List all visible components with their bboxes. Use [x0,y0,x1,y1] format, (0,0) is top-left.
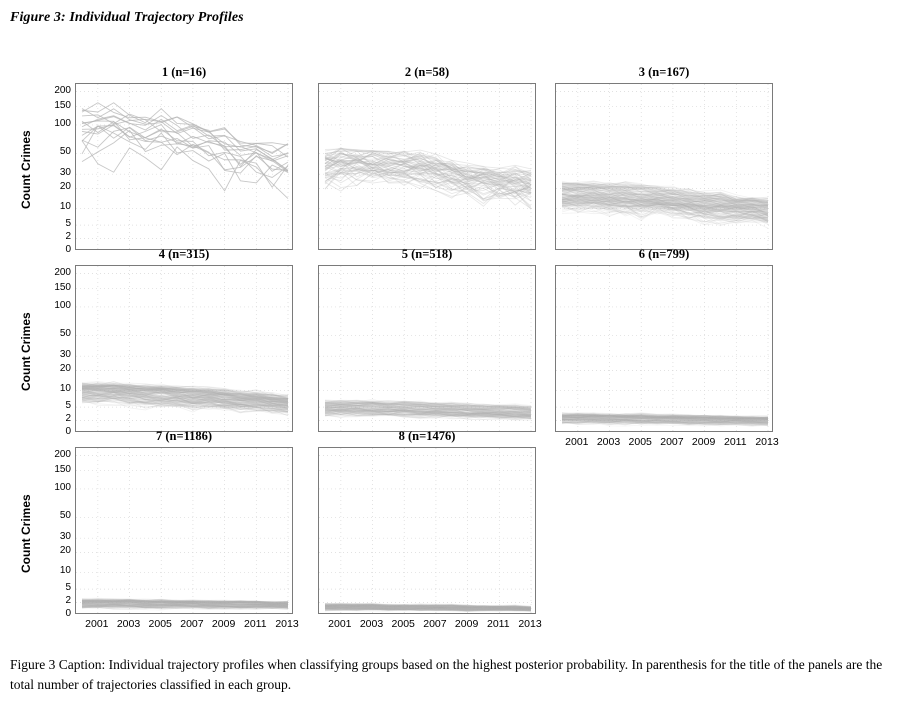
y-axis-tick-label: 0 [65,426,71,437]
plot-area [318,447,536,614]
x-axis-tick-label: 2005 [628,436,652,448]
figure-caption: Figure 3 Caption: Individual trajectory profiles when classifying groups based on the highest posterior probability. In parenthesis for the title of the panels are the total number of trajectories classified in each group. [10,657,883,692]
x-axis-tick-label: 2013 [755,436,779,448]
y-axis-label: Count Crimes [19,129,33,209]
panel-title: 2 (n=58) [404,65,450,79]
chart-panel-4 [19,247,293,458]
y-axis-tick-label: 50 [59,146,71,158]
x-axis-tick-label: 2009 [691,436,716,448]
y-axis-tick-label: 10 [59,383,71,395]
x-axis-tick-label: 2001 [565,436,589,448]
x-axis-tick-label: 2009 [454,618,479,630]
x-axis-tick-label: 2011 [244,618,267,630]
plot-area [318,83,536,250]
trajectory-lines [319,84,536,250]
y-axis-tick-label: 150 [54,99,71,111]
chart-panel-7 [19,429,299,640]
x-axis-tick-label: 2001 [328,618,352,630]
plot-area [75,83,293,250]
y-axis-label: Count Crimes [19,493,33,573]
trajectory-lines [76,84,293,250]
x-axis-tick-label: 2005 [148,618,172,630]
trajectory-lines [556,84,773,250]
y-axis-tick-label: 2 [65,595,71,607]
x-axis-tick-label: 2003 [359,618,384,630]
y-axis-tick-label: 5 [65,582,71,594]
chart-panel-3 [555,65,773,276]
y-axis-tick-label: 2 [65,413,71,425]
y-axis-tick-label: 50 [59,510,71,522]
x-axis-tick-label: 2007 [423,618,447,630]
panel-title: 3 (n=167) [638,65,690,79]
plot-area [555,83,773,250]
y-axis-tick-label: 150 [54,281,71,293]
figure-title: Figure 3: Individual Trajectory Profiles [10,10,244,25]
y-axis-tick-label: 30 [59,167,71,179]
panel-title: 5 (n=518) [401,247,453,261]
x-axis-tick-label: 2009 [211,618,236,630]
panel-title: 7 (n=1186) [155,429,213,443]
y-axis-tick-label: 5 [65,400,71,412]
y-axis-tick-label: 150 [54,463,71,475]
trajectory-lines [76,266,293,432]
x-axis-tick-label: 2007 [180,618,204,630]
y-axis-tick-label: 30 [59,531,71,543]
x-axis-tick-label: 2011 [724,436,747,448]
chart-panel-1 [19,65,293,276]
y-axis-tick-label: 0 [65,244,71,255]
y-axis-tick-label: 30 [59,349,71,361]
chart-panel-2 [318,65,536,276]
x-axis-tick-label: 2003 [116,618,141,630]
x-axis-tick-label: 2007 [660,436,684,448]
y-axis-tick-label: 10 [59,201,71,213]
x-axis-tick-label: 2013 [275,618,299,630]
y-axis-tick-label: 200 [54,84,71,96]
panel-title: 8 (n=1476) [398,429,456,443]
trajectory-lines [76,448,293,614]
chart-panel-5 [318,247,536,458]
x-axis-tick-label: 2003 [596,436,621,448]
y-axis-tick-label: 0 [65,608,71,619]
trajectory-lines [319,448,536,614]
y-axis-tick-label: 20 [59,181,71,193]
y-axis-tick-label: 50 [59,328,71,340]
x-axis-tick-label: 2013 [518,618,542,630]
y-axis-tick-label: 10 [59,565,71,577]
panel-title: 1 (n=16) [161,65,207,79]
plot-area [318,265,536,432]
panel-grid [0,40,912,650]
panel-title: 4 (n=315) [158,247,210,261]
plot-area [75,447,293,614]
x-axis-tick-label: 2011 [487,618,510,630]
y-axis-tick-label: 100 [54,481,71,493]
y-axis-label: Count Crimes [19,311,33,391]
y-axis-tick-label: 20 [59,545,71,557]
chart-panel-6 [555,247,779,458]
plot-area [555,265,773,432]
y-axis-tick-label: 100 [54,299,71,311]
y-axis-tick-label: 2 [65,231,71,243]
trajectory-lines [556,266,773,432]
chart-panel-8 [318,429,542,640]
y-axis-tick-label: 20 [59,363,71,375]
y-axis-tick-label: 200 [54,266,71,278]
panel-title: 6 (n=799) [638,247,690,261]
x-axis-tick-label: 2001 [85,618,109,630]
x-axis-tick-label: 2005 [391,618,415,630]
plot-area [75,265,293,432]
trajectory-lines [319,266,536,432]
y-axis-tick-label: 5 [65,218,71,230]
y-axis-tick-label: 200 [54,448,71,460]
y-axis-tick-label: 100 [54,117,71,129]
